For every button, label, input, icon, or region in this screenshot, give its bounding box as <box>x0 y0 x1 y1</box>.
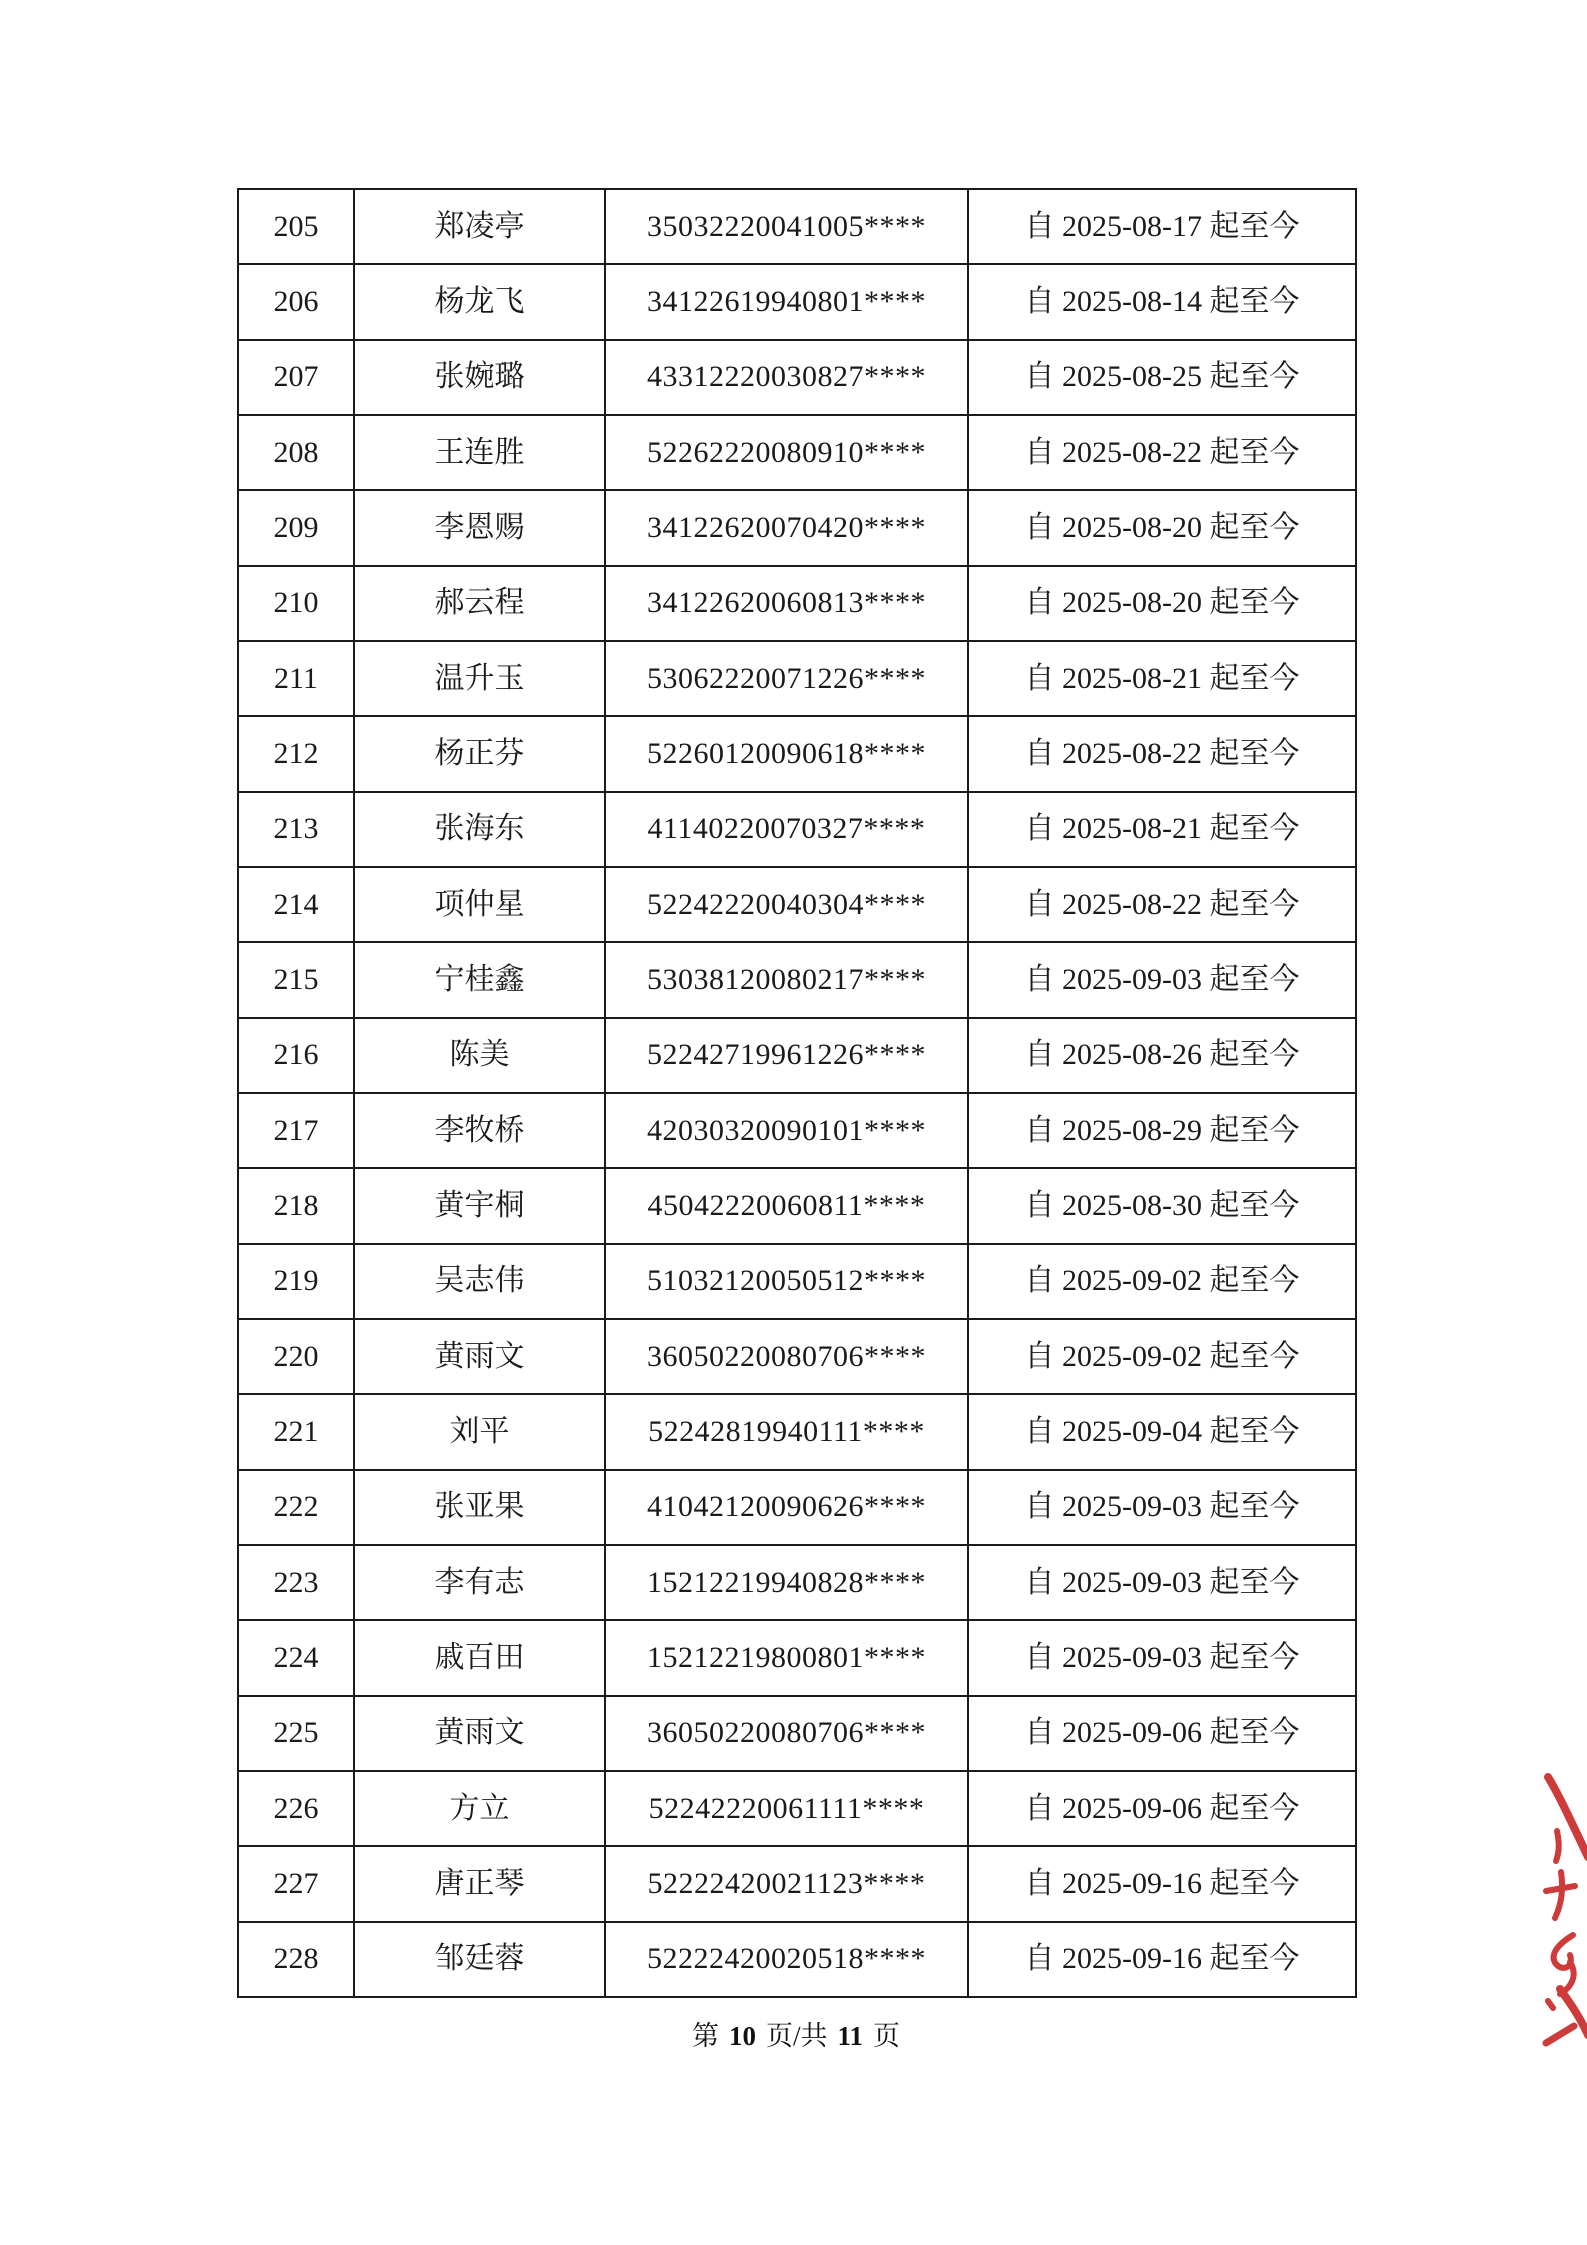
period-cell: 自 2025-09-04 起至今 <box>968 1394 1356 1469</box>
id-cell: 52222420021123**** <box>605 1846 968 1921</box>
row-number-cell: 208 <box>238 415 354 490</box>
name-cell: 陈美 <box>354 1018 605 1093</box>
table-row <box>238 716 1356 791</box>
table-row <box>238 340 1356 415</box>
period-cell: 自 2025-08-22 起至今 <box>968 716 1356 791</box>
name-cell: 杨龙飞 <box>354 264 605 339</box>
name-cell: 郝云程 <box>354 566 605 641</box>
id-cell: 52242819940111**** <box>605 1394 968 1469</box>
table-row <box>238 1244 1356 1319</box>
name-cell: 唐正琴 <box>354 1846 605 1921</box>
row-number-cell: 218 <box>238 1168 354 1243</box>
row-number-cell: 206 <box>238 264 354 339</box>
period-cell: 自 2025-08-25 起至今 <box>968 340 1356 415</box>
row-number-cell: 225 <box>238 1696 354 1771</box>
table-row <box>238 867 1356 942</box>
page-footer <box>237 2014 1355 2053</box>
row-number-cell: 221 <box>238 1394 354 1469</box>
row-number-cell: 228 <box>238 1922 354 1997</box>
name-cell: 杨正芬 <box>354 716 605 791</box>
name-cell: 温升玉 <box>354 641 605 716</box>
table-row <box>238 1319 1356 1394</box>
table-row <box>238 264 1356 339</box>
roster-table <box>237 188 1357 1998</box>
period-cell: 自 2025-08-26 起至今 <box>968 1018 1356 1093</box>
id-cell: 35032220041005**** <box>605 189 968 264</box>
period-cell: 自 2025-09-03 起至今 <box>968 1620 1356 1695</box>
id-cell: 34122619940801**** <box>605 264 968 339</box>
id-cell: 43312220030827**** <box>605 340 968 415</box>
id-cell: 52222420020518**** <box>605 1922 968 1997</box>
id-cell: 34122620060813**** <box>605 566 968 641</box>
period-cell: 自 2025-08-20 起至今 <box>968 566 1356 641</box>
footer-total-pages: 11 <box>837 2021 864 2051</box>
period-cell: 自 2025-08-22 起至今 <box>968 415 1356 490</box>
id-cell: 52262220080910**** <box>605 415 968 490</box>
id-cell: 53062220071226**** <box>605 641 968 716</box>
row-number-cell: 220 <box>238 1319 354 1394</box>
period-cell: 自 2025-08-21 起至今 <box>968 641 1356 716</box>
name-cell: 黄雨文 <box>354 1696 605 1771</box>
row-number-cell: 214 <box>238 867 354 942</box>
row-number-cell: 207 <box>238 340 354 415</box>
id-cell: 41140220070327**** <box>605 792 968 867</box>
period-cell: 自 2025-08-17 起至今 <box>968 189 1356 264</box>
table-row <box>238 1093 1356 1168</box>
name-cell: 张亚果 <box>354 1470 605 1545</box>
name-cell: 刘平 <box>354 1394 605 1469</box>
table-row <box>238 1545 1356 1620</box>
name-cell: 方立 <box>354 1771 605 1846</box>
row-number-cell: 205 <box>238 189 354 264</box>
name-cell: 邹廷蓉 <box>354 1922 605 1997</box>
id-cell: 36050220080706**** <box>605 1319 968 1394</box>
table-row <box>238 415 1356 490</box>
id-cell: 52260120090618**** <box>605 716 968 791</box>
period-cell: 自 2025-09-03 起至今 <box>968 1545 1356 1620</box>
row-number-cell: 215 <box>238 942 354 1017</box>
row-number-cell: 211 <box>238 641 354 716</box>
table-row <box>238 1771 1356 1846</box>
id-cell: 41042120090626**** <box>605 1470 968 1545</box>
name-cell: 黄雨文 <box>354 1319 605 1394</box>
period-cell: 自 2025-08-30 起至今 <box>968 1168 1356 1243</box>
period-cell: 自 2025-09-16 起至今 <box>968 1922 1356 1997</box>
row-number-cell: 219 <box>238 1244 354 1319</box>
table-row <box>238 490 1356 565</box>
name-cell: 李有志 <box>354 1545 605 1620</box>
table-row <box>238 1846 1356 1921</box>
row-number-cell: 210 <box>238 566 354 641</box>
name-cell: 戚百田 <box>354 1620 605 1695</box>
table-body <box>238 189 1356 1997</box>
row-number-cell: 226 <box>238 1771 354 1846</box>
period-cell: 自 2025-08-14 起至今 <box>968 264 1356 339</box>
footer-page-number: 10 <box>728 2021 756 2051</box>
name-cell: 吴志伟 <box>354 1244 605 1319</box>
id-cell: 42030320090101**** <box>605 1093 968 1168</box>
name-cell: 张婉璐 <box>354 340 605 415</box>
id-cell: 45042220060811**** <box>605 1168 968 1243</box>
id-cell: 34122620070420**** <box>605 490 968 565</box>
id-cell: 52242220061111**** <box>605 1771 968 1846</box>
name-cell: 张海东 <box>354 792 605 867</box>
name-cell: 黄宇桐 <box>354 1168 605 1243</box>
period-cell: 自 2025-09-06 起至今 <box>968 1771 1356 1846</box>
table-row <box>238 792 1356 867</box>
table-row <box>238 1470 1356 1545</box>
table-row <box>238 566 1356 641</box>
id-cell: 52242719961226**** <box>605 1018 968 1093</box>
period-cell: 自 2025-08-21 起至今 <box>968 792 1356 867</box>
table-row <box>238 1696 1356 1771</box>
id-cell: 51032120050512**** <box>605 1244 968 1319</box>
row-number-cell: 224 <box>238 1620 354 1695</box>
name-cell: 李牧桥 <box>354 1093 605 1168</box>
table-row <box>238 942 1356 1017</box>
footer-suffix: 页 <box>873 2021 901 2051</box>
id-cell: 15212219800801**** <box>605 1620 968 1695</box>
name-cell: 项仲星 <box>354 867 605 942</box>
row-number-cell: 217 <box>238 1093 354 1168</box>
name-cell: 郑凌亭 <box>354 189 605 264</box>
table-row <box>238 641 1356 716</box>
name-cell: 宁桂鑫 <box>354 942 605 1017</box>
row-number-cell: 213 <box>238 792 354 867</box>
period-cell: 自 2025-09-02 起至今 <box>968 1319 1356 1394</box>
period-cell: 自 2025-09-03 起至今 <box>968 942 1356 1017</box>
footer-prefix: 第 <box>691 2021 719 2051</box>
id-cell: 52242220040304**** <box>605 867 968 942</box>
table-row <box>238 1922 1356 1997</box>
period-cell: 自 2025-09-03 起至今 <box>968 1470 1356 1545</box>
period-cell: 自 2025-09-06 起至今 <box>968 1696 1356 1771</box>
id-cell: 36050220080706**** <box>605 1696 968 1771</box>
id-cell: 53038120080217**** <box>605 942 968 1017</box>
name-cell: 王连胜 <box>354 415 605 490</box>
period-cell: 自 2025-08-20 起至今 <box>968 490 1356 565</box>
table-row <box>238 1018 1356 1093</box>
table-row <box>238 189 1356 264</box>
row-number-cell: 212 <box>238 716 354 791</box>
period-cell: 自 2025-08-22 起至今 <box>968 867 1356 942</box>
red-stamp-strokes <box>1546 1777 1587 2043</box>
period-cell: 自 2025-08-29 起至今 <box>968 1093 1356 1168</box>
row-number-cell: 209 <box>238 490 354 565</box>
row-number-cell: 216 <box>238 1018 354 1093</box>
table-row <box>238 1620 1356 1695</box>
period-cell: 自 2025-09-16 起至今 <box>968 1846 1356 1921</box>
table-row <box>238 1168 1356 1243</box>
row-number-cell: 222 <box>238 1470 354 1545</box>
red-stamp-signature <box>1500 1755 1587 2055</box>
row-number-cell: 227 <box>238 1846 354 1921</box>
id-cell: 15212219940828**** <box>605 1545 968 1620</box>
table-row <box>238 1394 1356 1469</box>
footer-middle: 页/共 <box>765 2021 828 2051</box>
name-cell: 李恩赐 <box>354 490 605 565</box>
row-number-cell: 223 <box>238 1545 354 1620</box>
period-cell: 自 2025-09-02 起至今 <box>968 1244 1356 1319</box>
